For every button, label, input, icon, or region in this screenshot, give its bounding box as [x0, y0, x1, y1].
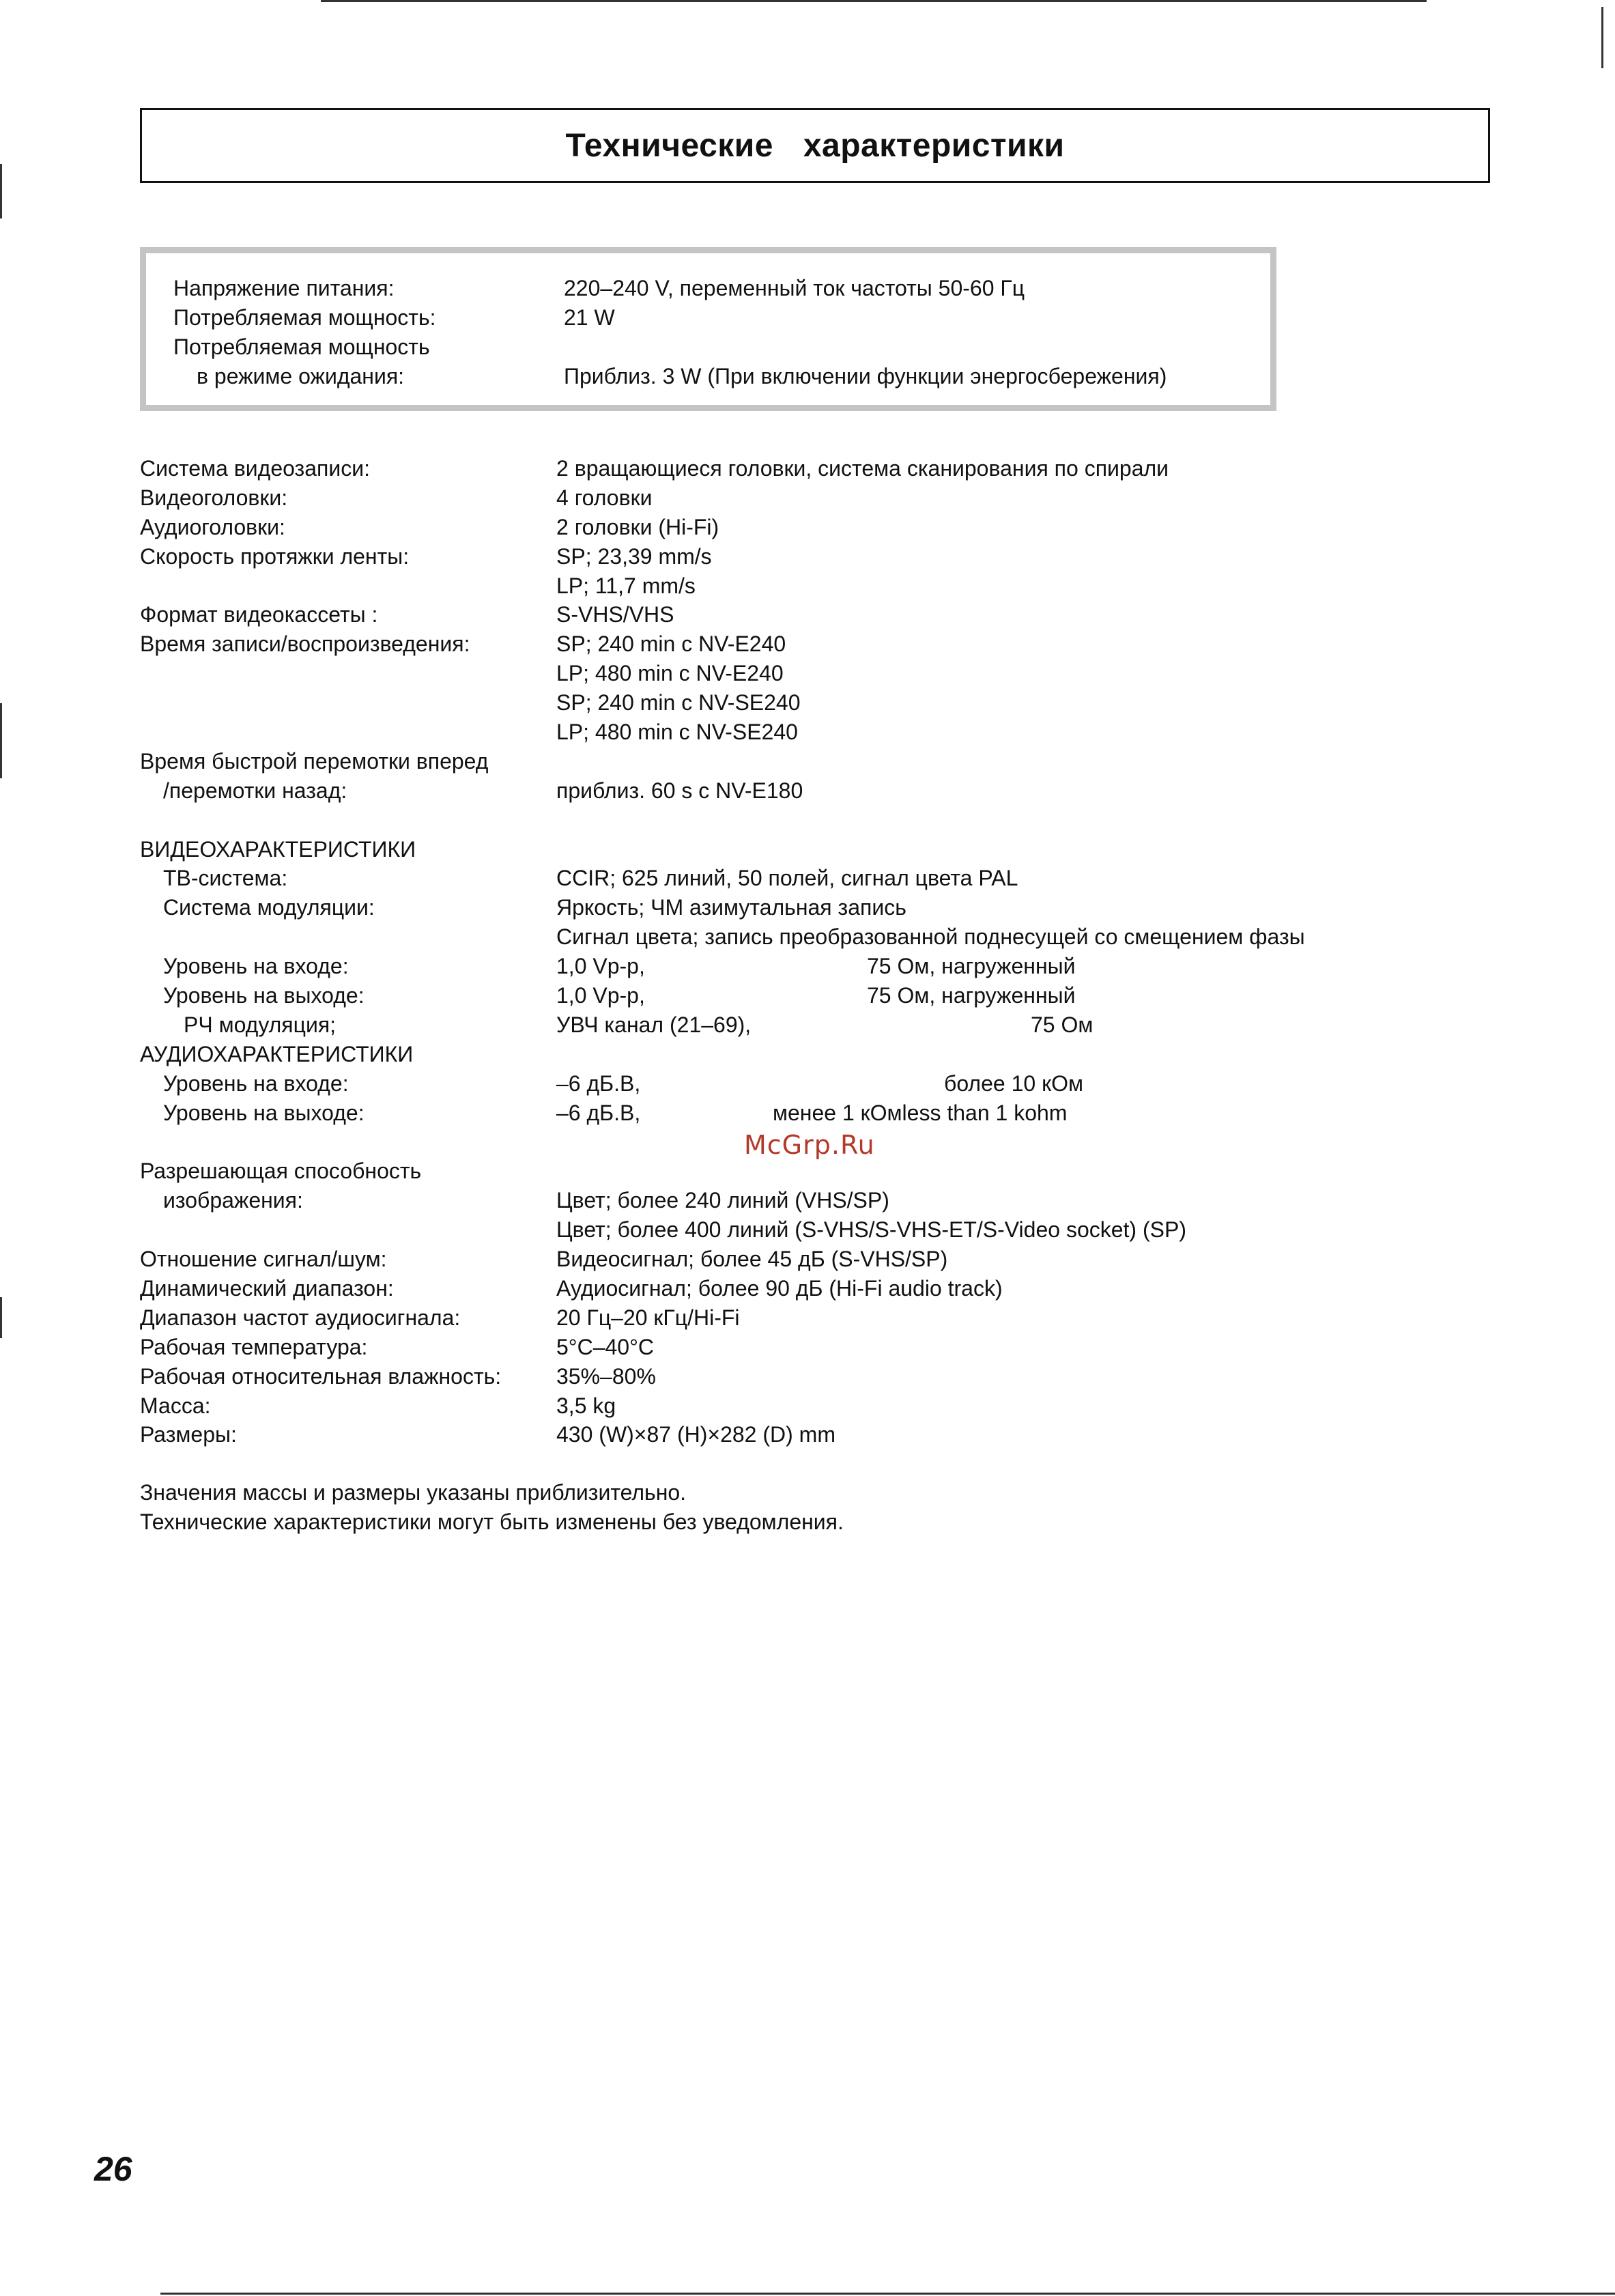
watermark: McGrp.Ru — [744, 1130, 875, 1160]
scan-edge-mark — [0, 703, 2, 778]
power-row-voltage — [173, 274, 1257, 303]
spec-row — [140, 542, 1471, 571]
spec-value: LP; 480 min с NV-E240 — [556, 661, 784, 686]
spec-row — [140, 1157, 1471, 1186]
spec-value-secondary: 75 Ом, нагруженный — [867, 954, 1076, 979]
spec-row — [140, 688, 1471, 718]
spec-row — [140, 952, 1471, 981]
spec-label: Разрешающая способность — [140, 1159, 422, 1184]
spec-label: Рабочая относительная влажность: — [140, 1363, 502, 1389]
spec-value-secondary: более 10 кОм — [944, 1071, 1083, 1096]
spec-row — [140, 513, 1471, 542]
spec-value: 4 головки — [556, 485, 653, 510]
spec-value: Цвет; более 240 линий (VHS/SP) — [556, 1188, 889, 1213]
spec-value: Сигнал цвета; запись преобразованной поднесущей со смещением фазы — [556, 924, 1305, 950]
spec-label: Диапазон частот аудиосигнала: — [140, 1305, 461, 1330]
spec-row — [140, 571, 1471, 601]
spec-label: Скорость протяжки ленты: — [140, 543, 410, 569]
spec-value: Яркость; ЧМ азимутальная запись — [556, 895, 906, 920]
spec-label: Видеоголовки: — [140, 485, 288, 510]
spec-list — [140, 454, 1471, 1449]
spec-label: Напряжение питания: — [173, 276, 395, 300]
spec-label: в режиме ожидания: — [197, 364, 405, 388]
top-rule — [321, 0, 1427, 2]
spec-label: Отношение сигнал/шум: — [140, 1247, 387, 1272]
spec-label: Аудиоголовки: — [140, 514, 285, 539]
spec-value: SP; 240 min с NV-E240 — [556, 632, 786, 657]
scan-edge-mark — [1601, 7, 1603, 68]
spec-value: Аудиосигнал; более 90 дБ (Hi-Fi audio track) — [556, 1275, 1003, 1301]
spec-value: SP; 23,39 mm/s — [556, 543, 712, 569]
spec-value: 2 головки (Hi-Fi) — [556, 514, 719, 539]
spec-label: Система видеозаписи: — [140, 456, 370, 481]
spec-row — [140, 1362, 1471, 1391]
spec-value: –6 дБ.В, — [556, 1071, 641, 1096]
spec-label: изображения: — [163, 1188, 303, 1213]
spec-row — [140, 1186, 1471, 1215]
power-row-consumption — [173, 303, 1257, 332]
section-heading-audio — [140, 1040, 1471, 1069]
spec-label: Рабочая температура: — [140, 1334, 368, 1359]
spec-label: Время записи/воспроизведения: — [140, 632, 470, 657]
page-title: Технические характеристики — [565, 127, 1065, 164]
power-row-standby-label — [173, 332, 1257, 362]
scan-edge-mark — [0, 1297, 2, 1338]
spec-value: LP; 480 min с NV-SE240 — [556, 720, 798, 745]
spec-row — [140, 1303, 1471, 1333]
spec-row — [140, 454, 1471, 483]
spec-row — [140, 1391, 1471, 1421]
spec-row — [140, 1215, 1471, 1245]
section-heading-video — [140, 835, 1471, 864]
spec-row — [140, 659, 1471, 688]
power-row-standby — [173, 362, 1257, 391]
note-line: Значения массы и размеры указаны приблизительно. — [140, 1480, 687, 1505]
spec-row — [140, 1010, 1471, 1040]
spec-value-secondary: 75 Ом, нагруженный — [867, 983, 1076, 1008]
spec-value: приблиз. 60 s с NV-E180 — [556, 778, 803, 803]
spec-row — [140, 893, 1471, 922]
spec-value: CCIR; 625 линий, 50 полей, сигнал цвета PAL — [556, 866, 1018, 891]
spec-value: –6 дБ.В, — [556, 1100, 641, 1125]
spec-row — [140, 1420, 1471, 1449]
spec-row — [140, 1099, 1471, 1128]
spec-row — [140, 483, 1471, 513]
spec-row — [140, 864, 1471, 893]
title-box — [140, 108, 1490, 183]
spec-value: Видеосигнал; более 45 дБ (S-VHS/SP) — [556, 1247, 948, 1272]
spec-value: 430 (W)×87 (H)×282 (D) mm — [556, 1422, 835, 1447]
spec-row — [140, 1274, 1471, 1303]
spec-label: ТВ-система: — [163, 866, 288, 891]
spec-value-secondary: 75 Ом — [1031, 1012, 1094, 1037]
section-heading: АУДИОХАРАКТЕРИСТИКИ — [140, 1041, 414, 1066]
spec-value: 35%–80% — [556, 1363, 656, 1389]
page-number: 26 — [94, 2150, 132, 2188]
spec-value: 1,0 Vp-p, — [556, 983, 645, 1008]
spec-value: 220–240 V, переменный ток частоты 50-60 Гц — [564, 276, 1025, 300]
spec-label: Потребляемая мощность — [173, 335, 430, 359]
spec-value: УВЧ канал (21–69), — [556, 1012, 752, 1037]
spec-label: Время быстрой перемотки вперед — [140, 748, 489, 774]
spec-row — [140, 1333, 1471, 1362]
section-heading: ВИДЕОХАРАКТЕРИСТИКИ — [140, 836, 416, 862]
spec-value: 20 Гц–20 кГц/Hi-Fi — [556, 1305, 740, 1330]
spec-row — [140, 747, 1471, 776]
spec-row — [140, 981, 1471, 1010]
spec-row — [140, 629, 1471, 659]
spec-row — [140, 600, 1471, 629]
spec-label: Формат видеокассеты : — [140, 602, 378, 627]
spec-label: РЧ модуляция; — [184, 1012, 337, 1037]
spec-label: Уровень на выходе: — [163, 1100, 365, 1125]
spec-value: S-VHS/VHS — [556, 602, 674, 627]
spec-row — [140, 1245, 1471, 1274]
spec-value: 3,5 kg — [556, 1393, 616, 1418]
spec-value: SP; 240 min с NV-SE240 — [556, 690, 801, 715]
scan-edge-mark — [0, 164, 2, 218]
note-line: Технические характеристики могут быть изменены без уведомления. — [140, 1510, 844, 1534]
spec-label: Уровень на выходе: — [163, 983, 365, 1008]
spec-label: Размеры: — [140, 1422, 237, 1447]
spec-value-secondary: менее 1 кОмless than 1 kohm — [773, 1100, 1068, 1125]
spec-value: Приблиз. 3 W (При включении функции энергосбережения) — [564, 364, 1167, 388]
spec-label: Масса: — [140, 1393, 211, 1418]
bottom-rule — [160, 2293, 1615, 2295]
spec-value: 1,0 Vp-p, — [556, 954, 645, 979]
spec-value: Цвет; более 400 линий (S-VHS/S-VHS-ET/S-Video socket) (SP) — [556, 1217, 1186, 1243]
spec-value: 2 вращающиеся головки, система сканирования по спирали — [556, 456, 1169, 481]
spec-label: Динамический диапазон: — [140, 1275, 394, 1301]
spec-row — [140, 922, 1471, 952]
spec-row — [140, 776, 1471, 806]
power-spec-box — [140, 247, 1276, 411]
spec-label: Система модуляции: — [163, 895, 375, 920]
spec-value: LP; 11,7 mm/s — [556, 573, 696, 598]
spec-value: 5°C–40°C — [556, 1334, 654, 1359]
spec-label: Уровень на входе: — [163, 954, 349, 979]
spec-label: Потребляемая мощность: — [173, 305, 436, 330]
spec-row — [140, 1069, 1471, 1099]
spec-row — [140, 718, 1471, 747]
spec-value: 21 W — [564, 305, 615, 330]
spec-label: Уровень на входе: — [163, 1071, 349, 1096]
spec-label: /перемотки назад: — [163, 778, 347, 803]
notes — [140, 1478, 844, 1537]
